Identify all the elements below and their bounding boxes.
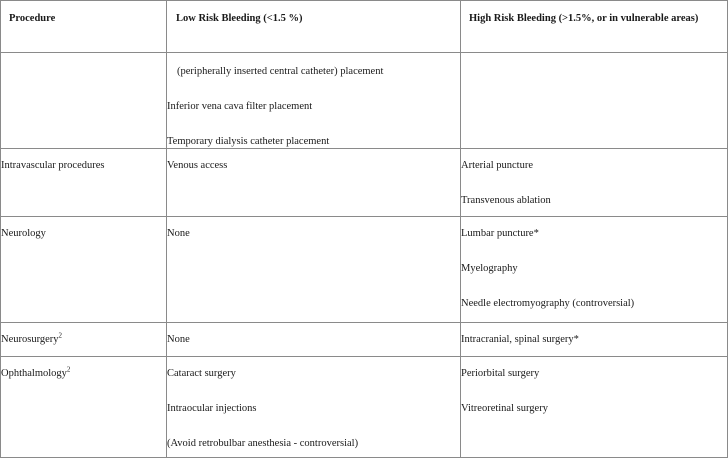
procedure-name: Intravascular procedures (1, 160, 105, 171)
high-risk-cell (461, 149, 728, 217)
table-row (1, 217, 728, 323)
low-risk-item: Inferior vena cava filter placement (167, 101, 313, 112)
low-risk-item: (peripherally inserted central catheter) placement (177, 66, 384, 77)
high-risk-cell (461, 323, 728, 357)
table-row (1, 53, 728, 149)
low-risk-item: None (167, 334, 190, 345)
low-risk-item: (Avoid retrobulbar anesthesia - controversial) (167, 438, 359, 449)
footnote-marker: 2 (66, 365, 71, 374)
header-low-risk (167, 1, 461, 53)
low-risk-item: Venous access (167, 160, 228, 171)
table-row (1, 357, 728, 458)
low-risk-item: Cataract surgery (167, 368, 236, 379)
high-risk-item: Intracranial, spinal surgery* (461, 334, 579, 345)
high-risk-item: Needle electromyography (controversial) (461, 298, 635, 309)
header-row (1, 1, 728, 53)
procedure-name (1, 357, 166, 380)
procedure-cell (1, 53, 167, 149)
high-risk-item: Transvenous ablation (461, 195, 551, 206)
header-procedure (1, 1, 167, 53)
high-risk-item: Arterial puncture (461, 160, 534, 171)
procedure-name-text: Ophthalmology (1, 368, 67, 379)
low-risk-cell (167, 217, 461, 323)
high-risk-cell (461, 217, 728, 323)
low-risk-item: Intraocular injections (167, 403, 257, 414)
header-low-risk-label: Low Risk Bleeding (<1.5 %) (176, 13, 303, 24)
high-risk-item: Vitreoretinal surgery (461, 403, 548, 414)
high-risk-item: Lumbar puncture* (461, 228, 539, 239)
procedure-cell (1, 149, 167, 217)
high-risk-cell (461, 53, 728, 149)
procedure-cell (1, 357, 167, 458)
high-risk-cell (461, 357, 728, 458)
high-risk-item: Myelography (461, 263, 518, 274)
low-risk-cell (167, 357, 461, 458)
header-high-risk-label: High Risk Bleeding (>1.5%, or in vulnerable areas) (469, 13, 699, 24)
procedure-cell (1, 323, 167, 357)
procedure-name: Neurology (1, 228, 46, 239)
table-row (1, 323, 728, 357)
low-risk-item: None (167, 228, 190, 239)
low-risk-cell (167, 53, 461, 149)
high-risk-item: Periorbital surgery (461, 368, 540, 379)
table-row (1, 149, 728, 217)
header-procedure-label: Procedure (9, 13, 56, 24)
low-risk-item: Temporary dialysis catheter placement (167, 136, 330, 147)
header-high-risk (461, 1, 728, 53)
low-risk-cell (167, 323, 461, 357)
procedure-name (1, 323, 166, 346)
footnote-marker: 2 (58, 331, 63, 340)
procedure-name-text: Neurosurgery (1, 334, 59, 345)
procedure-cell (1, 217, 167, 323)
low-risk-cell (167, 149, 461, 217)
